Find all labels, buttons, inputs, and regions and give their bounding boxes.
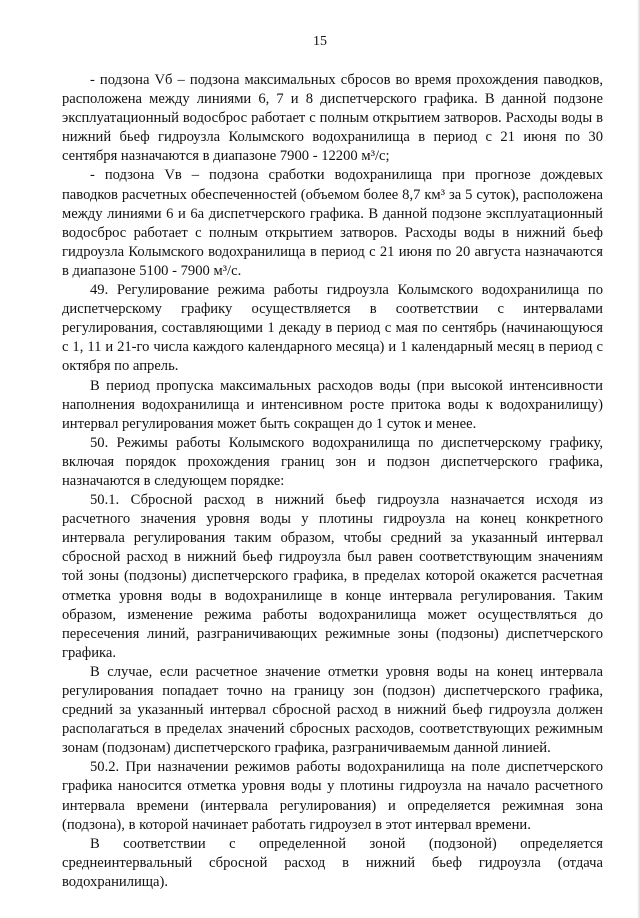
paragraph-boundary-case: В случае, если расчетное значение отметки уровня воды на конец интервала регулирования попадает точно на границу зон (подзон) диспетчерского графика, средний за указанный интервал сбросной расход в нижний бьеф гидроузла должен располагаться в пределах значений сбросных расходов, соответствующих режимным зонам (подзонам) диспетчерского графика, разграничиваемым данной линией. xyxy=(62,663,603,757)
paragraph-subzone-vv: - подзона Vв – подзона сработки водохранилища при прогнозе дождевых паводков расчетных обеспеченностей (объемом более 8,7 км³ за 5 суток), расположена между линиями 6 и 6а диспетчерского графика. В данной подзоне эксплуатационный водосброс работает с полным открытием затворов. Расходы воды в нижний бьеф гидроузла Колымского водохранилища в период с 21 июня по 20 августа назначаются в диапазоне 5100 - 7900 м³/с. xyxy=(62,167,603,279)
paragraph-max-discharge-period: В период пропуска максимальных расходов воды (при высокой интенсивности наполнения водохранилища и интенсивном росте притока воды к водохранилищу) интервал регулирования может быть сокращен до 1 суток и менее. xyxy=(62,377,603,432)
paragraph-clause-49: 49. Регулирование режима работы гидроузла Колымского водохранилища по диспетчерскому графику осуществляется в соответствии с интервалами регулирования, составляющими 1 декаду в период с мая по сентябрь (начинающуюся с 1, 11 и 21-го числа каждого календарного месяца) и 1 календарный месяц в период с октября по апрель. xyxy=(62,282,603,375)
document-body xyxy=(62,71,603,892)
paragraph-clause-50-1: 50.1. Сбросной расход в нижний бьеф гидроузла назначается исходя из расчетного значения уровня воды у плотины гидроузла на конец конкретного интервала регулирования таким образом, чтобы средний за указанный интервал сбросной расход в нижний бьеф гидроузла был равен соответствующим значениям той зоны (подзоны) диспетчерского графика, в пределах которой окажется расчетная отметка уровня воды в водохранилище в конце интервала регулирования. Таким образом, изменение режима работы водохранилища может осуществляться до пересечения линий, разграничивающих режимные зоны (подзоны) диспетчерского графика. xyxy=(62,492,603,661)
paragraph-mean-discharge: В соответствии с определенной зоной (подзоной) определяется среднеинтервальный сбросной расход в нижний бьеф гидроузла (отдача водохранилища). xyxy=(62,835,603,890)
paragraph-clause-50-2: 50.2. При назначении режимов работы водохранилища на поле диспетчерского графика наносится отметка уровня воды у плотины гидроузла на начало расчетного интервала времени (интервала регулирования) и определяется режимная зона (подзона), в которой начинает работать гидроузел в этот интервал времени. xyxy=(62,759,603,833)
paragraph-clause-50: 50. Режимы работы Колымского водохранилища по диспетчерскому графику, включая порядок прохождения границ зон и подзон диспетчерского графика, назначаются в следующем порядке: xyxy=(62,434,603,489)
page-number: 15 xyxy=(313,34,327,49)
paragraph-subzone-vb: - подзона Vб – подзона максимальных сбросов во время прохождения паводков, расположена между линиями 6, 7 и 8 диспетчерского графика. В данной подзоне эксплуатационный водосброс работает с полным открытием затворов. Расходы воды в нижний бьеф гидроузла Колымского водохранилища в период с 21 июня по 30 сентября назначаются в диапазоне 7900 - 12200 м³/с; xyxy=(62,72,603,165)
